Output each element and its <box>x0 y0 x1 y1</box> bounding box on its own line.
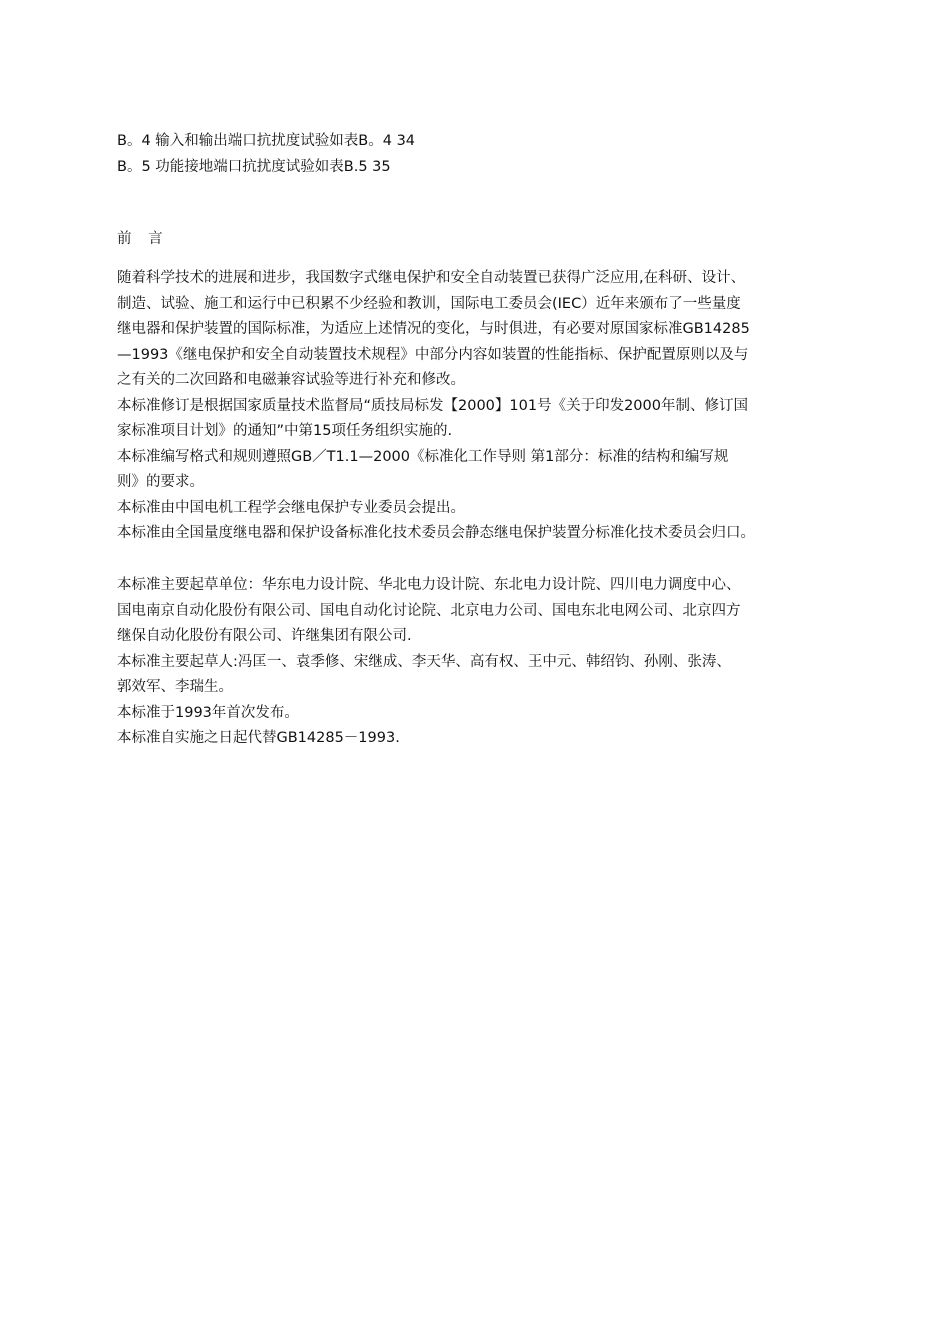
foreword-heading: 前 言 <box>117 231 169 247</box>
text-line: 制造、试验、施工和运行中已积累不少经验和教训，国际电工委员会(IEC）近年来颁布了一些量度 <box>117 295 741 312</box>
text-line: 家标准项目计划》的通知”中第15项任务组织实施的. <box>117 423 453 439</box>
table-of-contents <box>117 128 877 180</box>
text-line: 则》的要求。 <box>117 474 204 490</box>
toc-entry: B。4 输入和输出端口抗扰度试验如表B。4 34 <box>117 133 416 149</box>
text-line: 本标准编写格式和规则遵照GB／T1.1—2000《标准化工作导则 第1部分：标准的结构和编写规 <box>117 448 729 465</box>
text-line: 本标准主要起草单位：华东电力设计院、华北电力设计院、东北电力设计院、四川电力调度中心、 <box>117 577 741 593</box>
text-line: 郭效军、李瑞生。 <box>117 679 233 695</box>
text-line: 本标准由中国电机工程学会继电保护专业委员会提出。 <box>117 499 465 516</box>
text-line: 本标准修订是根据国家质量技术监督局“质技局标发【2000】101号《关于印发2000年制、修订国 <box>117 397 748 414</box>
foreword-body <box>117 266 877 547</box>
text-line: 之有关的二次回路和电磁兼容试验等进行补充和修改。 <box>117 372 465 388</box>
text-line: 本标准于1993年首次发布。 <box>117 704 299 721</box>
toc-entry: B。5 功能接地端口抗扰度试验如表B.5 35 <box>117 159 391 175</box>
text-line: 继保自动化股份有限公司、许继集团有限公司. <box>117 628 412 644</box>
drafters-section <box>117 573 877 752</box>
text-line: 随着科学技术的进展和进步，我国数字式继电保护和安全自动装置已获得广泛应用,在科研、设计、 <box>117 270 746 286</box>
text-line: 本标准自实施之日起代替GB14285－1993. <box>117 730 400 746</box>
text-line: 本标准由全国量度继电器和保护设备标准化技术委员会静态继电保护装置分标准化技术委员会归口。 <box>117 525 755 541</box>
text-line: 本标准主要起草人:冯匡一、袁季修、宋继成、李天华、高有权、王中元、韩绍钧、孙刚、张涛、 <box>117 653 731 670</box>
text-line: 继电器和保护装置的国际标准，为适应上述情况的变化，与时俱进，有必要对原国家标准GB14285 <box>117 321 750 337</box>
text-line: 国电南京自动化股份有限公司、国电自动化讨论院、北京电力公司、国电东北电网公司、北京四方 <box>117 602 741 619</box>
text-line: —1993《继电保护和安全自动装置技术规程》中部分内容如装置的性能指标、保护配置原则以及与 <box>117 346 749 363</box>
